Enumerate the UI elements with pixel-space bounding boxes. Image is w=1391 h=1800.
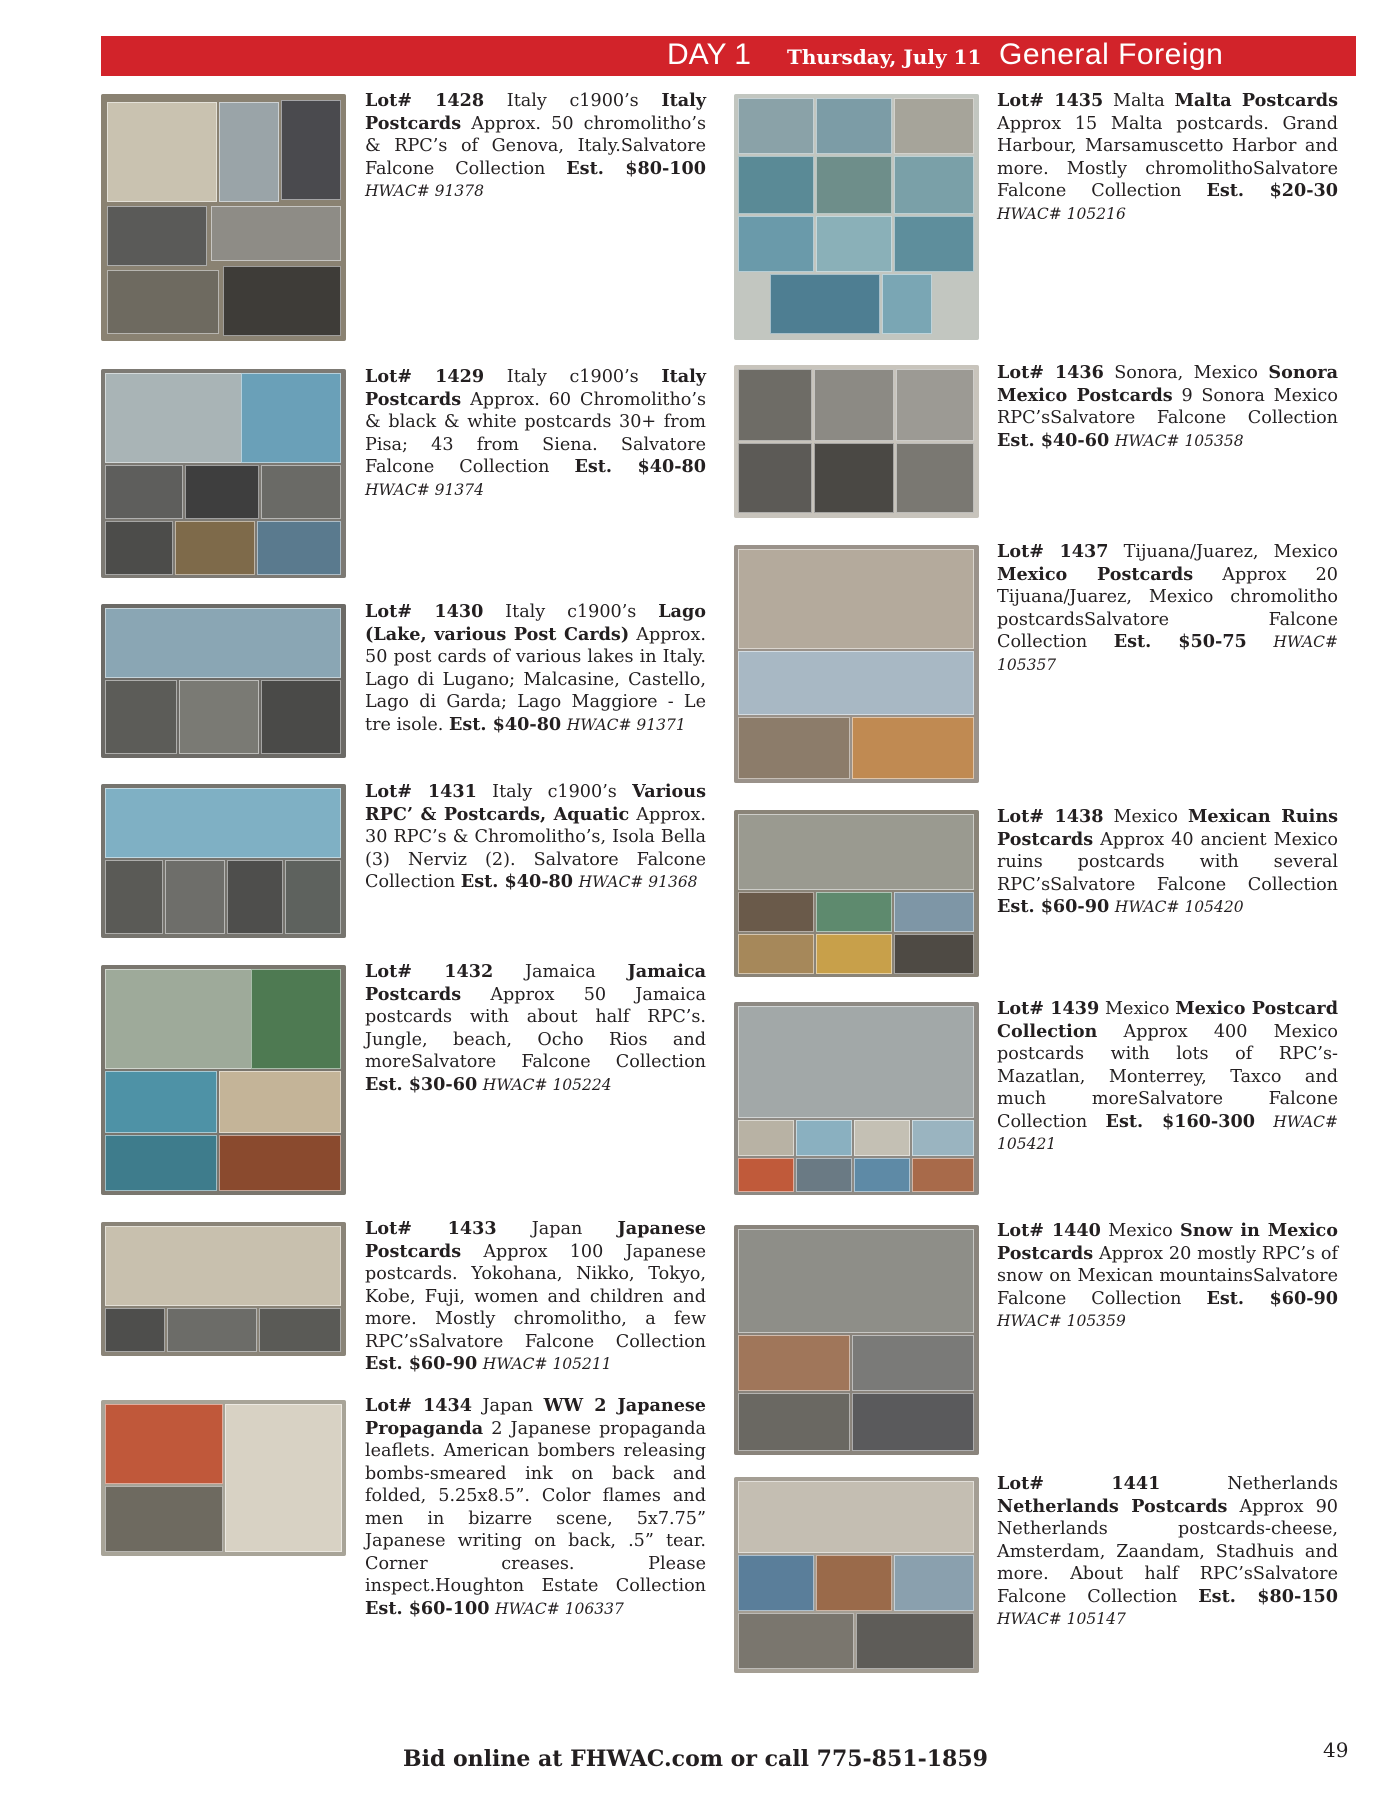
lot-photo-1441 — [734, 1477, 979, 1673]
lot-estimate: Est. $60-90 — [365, 1353, 478, 1374]
lot-1435 — [997, 90, 1338, 225]
lot-estimate: Est. $50-75 — [1113, 631, 1247, 652]
lot-description: Approx 20 mostly RPC’s of snow on Mexican mountainsSalvatore Falcone Collection — [997, 1243, 1338, 1309]
lot-photo-1436 — [734, 365, 979, 518]
lot-1433 — [365, 1218, 706, 1376]
lot-place: Mexico — [1108, 1221, 1173, 1241]
lot-number: Lot# 1437 — [997, 541, 1109, 562]
lot-place: Jamaica — [525, 962, 596, 982]
lot-number: Lot# 1441 — [997, 1473, 1161, 1494]
lot-number: Lot# 1439 — [997, 998, 1100, 1019]
date-label: Thursday, July 11 — [787, 45, 982, 69]
lot-place: Netherlands — [1227, 1474, 1338, 1494]
lot-description: Approx 15 Malta postcards. Grand Harbour, Marsamuscetto Harbor and more. Mostly chromolithoSalvatore Falcone Collection — [997, 113, 1338, 201]
lot-number: Lot# 1428 — [365, 90, 485, 111]
lot-hwac: HWAC# 91378 — [365, 182, 484, 200]
lot-title: WW 2 Japanese Propaganda — [365, 1395, 706, 1439]
lot-description: Approx 400 Mexico postcards with lots of RPC’s- Mazatlan, Monterrey, Taxco and much moreSalvatore Falcone Collection — [997, 1021, 1339, 1132]
lot-photo-1437 — [734, 545, 979, 783]
lot-photo-1434 — [101, 1400, 346, 1556]
lot-title: Japanese Postcards — [365, 1218, 706, 1262]
lot-1432 — [365, 961, 706, 1096]
lot-description: Approx. 50 post cards of various lakes in Italy. Lago di Lugano; Malcasine, Castello, Lago di Garda; Lago Maggiore - Le tre isole. — [365, 624, 706, 735]
lot-estimate: Est. $60-100 — [365, 1597, 490, 1619]
lot-title: Malta Postcards — [1174, 90, 1339, 111]
lot-description: Approx. 50 chromolitho’s & RPC’s of Genova, Italy.Salvatore Falcone Collection — [365, 113, 707, 179]
lot-photo-1428 — [101, 94, 346, 341]
lot-number: Lot# 1435 — [997, 90, 1104, 111]
lot-estimate: Est. $40-60 — [997, 429, 1110, 451]
lot-number: Lot# 1430 — [365, 601, 484, 622]
lot-estimate: Est. $80-150 — [1198, 1585, 1338, 1607]
lot-title: Jamaica Postcards — [365, 961, 706, 1005]
lot-place: Sonora, Mexico — [1114, 363, 1259, 383]
lot-photo-1429 — [101, 369, 346, 578]
lot-place: Mexico — [1113, 807, 1178, 827]
lot-place: Mexico — [1105, 999, 1170, 1019]
lot-hwac: HWAC# 105224 — [482, 1075, 612, 1094]
lot-hwac: HWAC# 105357 — [997, 633, 1339, 674]
lot-hwac: HWAC# 106337 — [495, 1599, 624, 1618]
lot-hwac: HWAC# 91368 — [578, 873, 698, 891]
lot-hwac: HWAC# 105358 — [1114, 431, 1244, 450]
lot-place: Tijuana/Juarez, Mexico — [1123, 542, 1338, 562]
lot-photo-1430 — [101, 604, 346, 758]
lot-description: Approx. 60 Chromolitho’s & black & white postcards 30+ from Pisa; 43 from Siena. Salvatore Falcone Collection — [365, 389, 706, 477]
lot-place: Italy c1900’s — [505, 602, 637, 622]
lot-place: Japan — [482, 1396, 534, 1416]
lot-title: Mexican Ruins Postcards — [997, 806, 1339, 850]
lot-number: Lot# 1436 — [997, 362, 1104, 383]
lot-estimate: Est. $80-100 — [566, 157, 706, 179]
lot-number: Lot# 1433 — [365, 1218, 497, 1239]
lot-title: Mexico Postcards — [997, 563, 1194, 585]
lot-1431 — [365, 781, 706, 894]
lot-hwac: HWAC# 105147 — [997, 1610, 1126, 1628]
lot-1428 — [365, 90, 706, 203]
lot-estimate: Est. $40-80 — [574, 456, 707, 477]
lot-photo-1438 — [734, 810, 979, 977]
lot-title: Mexico Postcard Collection — [997, 998, 1338, 1042]
lot-title: Snow in Mexico Postcards — [997, 1220, 1338, 1264]
lot-hwac: HWAC# 105359 — [997, 1312, 1126, 1330]
lot-number: Lot# 1438 — [997, 806, 1104, 827]
lot-estimate: Est. $20-30 — [1206, 180, 1339, 201]
lot-hwac: HWAC# 91371 — [566, 715, 686, 734]
lot-description: 9 Sonora Mexico RPC’sSalvatore Falcone Collection — [997, 385, 1339, 428]
lot-place: Italy c1900’s — [506, 367, 639, 387]
lot-estimate: Est. $160-300 — [1105, 1110, 1255, 1132]
lot-1434 — [365, 1395, 706, 1620]
section-banner — [101, 36, 1356, 76]
lot-photo-1440 — [734, 1225, 979, 1455]
day-label: DAY 1 — [667, 38, 751, 71]
lot-estimate: Est. $40-80 — [460, 871, 573, 892]
lot-description: 2 Japanese propaganda leaflets. American bombers releasing bombs-smeared ink on back and folded, 5.25x8.5”. Color flames and men in bizarre scene, 5x7.75” Japanese writing on back, .5” tear. Corner creases. Please inspect.Houghton Estate Collection — [365, 1418, 706, 1596]
lot-1438 — [997, 806, 1338, 919]
lot-number: Lot# 1432 — [365, 961, 494, 982]
lot-place: Japan — [531, 1219, 583, 1239]
lot-number: Lot# 1431 — [365, 781, 477, 802]
lot-title: Italy Postcards — [365, 366, 707, 410]
lot-place: Malta — [1113, 91, 1165, 111]
lot-number: Lot# 1440 — [997, 1220, 1101, 1241]
lot-photo-1435 — [734, 94, 979, 340]
lot-title: Various RPC’ & Postcards, Aquatic — [365, 781, 706, 825]
lot-estimate: Est. $60-90 — [1206, 1287, 1339, 1309]
lot-estimate: Est. $30-60 — [365, 1073, 478, 1095]
section-title: General Foreign — [999, 38, 1224, 71]
lot-1437 — [997, 541, 1338, 676]
lot-title: Netherlands Postcards — [997, 1495, 1228, 1517]
lot-1429 — [365, 366, 706, 501]
lot-description: Approx 90 Netherlands postcards-cheese, Amsterdam, Zaandam, Stadhuis and more. About half RPC’sSalvatore Falcone Collection — [997, 1496, 1338, 1607]
lot-1440 — [997, 1220, 1338, 1333]
lot-description: Approx. 30 RPC’s & Chromolitho’s, Isola Bella (3) Nerviz (2). Salvatore Falcone Collection — [365, 804, 706, 892]
lot-1430 — [365, 601, 706, 736]
lot-hwac: HWAC# 105421 — [997, 1112, 1338, 1153]
lot-place: Italy c1900’s — [492, 782, 617, 802]
lot-description: Approx 20 Tijuana/Juarez, Mexico chromolitho postcardsSalvatore Falcone Collection — [997, 564, 1338, 652]
lot-hwac: HWAC# 105216 — [997, 204, 1126, 223]
lot-photo-1433 — [101, 1222, 346, 1356]
footer-contact: Bid online at FHWAC.com or call 775-851-1859 — [403, 1746, 988, 1772]
lot-number: Lot# 1429 — [365, 366, 485, 387]
lot-hwac: HWAC# 91374 — [365, 480, 484, 499]
lot-description: Approx 50 Jamaica postcards with about half RPC’s. Jungle, beach, Ocho Rios and moreSalvatore Falcone Collection — [365, 984, 706, 1072]
lot-hwac: HWAC# 105211 — [482, 1355, 612, 1373]
lot-estimate: Est. $60-90 — [997, 896, 1110, 917]
lot-place: Italy c1900’s — [506, 91, 639, 111]
lot-photo-1432 — [101, 965, 346, 1195]
lot-hwac: HWAC# 105420 — [1114, 898, 1244, 916]
lot-title: Lago (Lake, various Post Cards) — [365, 601, 706, 645]
lot-1436 — [997, 362, 1338, 452]
lot-photo-1431 — [101, 784, 346, 938]
lot-description: Approx 40 ancient Mexico ruins postcards with several RPC’sSalvatore Falcone Collection — [997, 829, 1339, 895]
lot-title: Sonora Mexico Postcards — [997, 362, 1339, 406]
page-number: 49 — [1323, 1738, 1349, 1762]
lot-1441 — [997, 1473, 1338, 1631]
lot-description: Approx 100 Japanese postcards. Yokohana, Nikko, Tokyo, Kobe, Fuji, women and children and more. Mostly chromolitho, a few RPC’sSalvatore Falcone Collection — [365, 1241, 706, 1352]
lot-title: Italy Postcards — [365, 90, 707, 134]
lot-estimate: Est. $40-80 — [448, 713, 562, 735]
lot-1439 — [997, 998, 1338, 1156]
lot-photo-1439 — [734, 1002, 979, 1195]
lot-number: Lot# 1434 — [365, 1395, 472, 1416]
